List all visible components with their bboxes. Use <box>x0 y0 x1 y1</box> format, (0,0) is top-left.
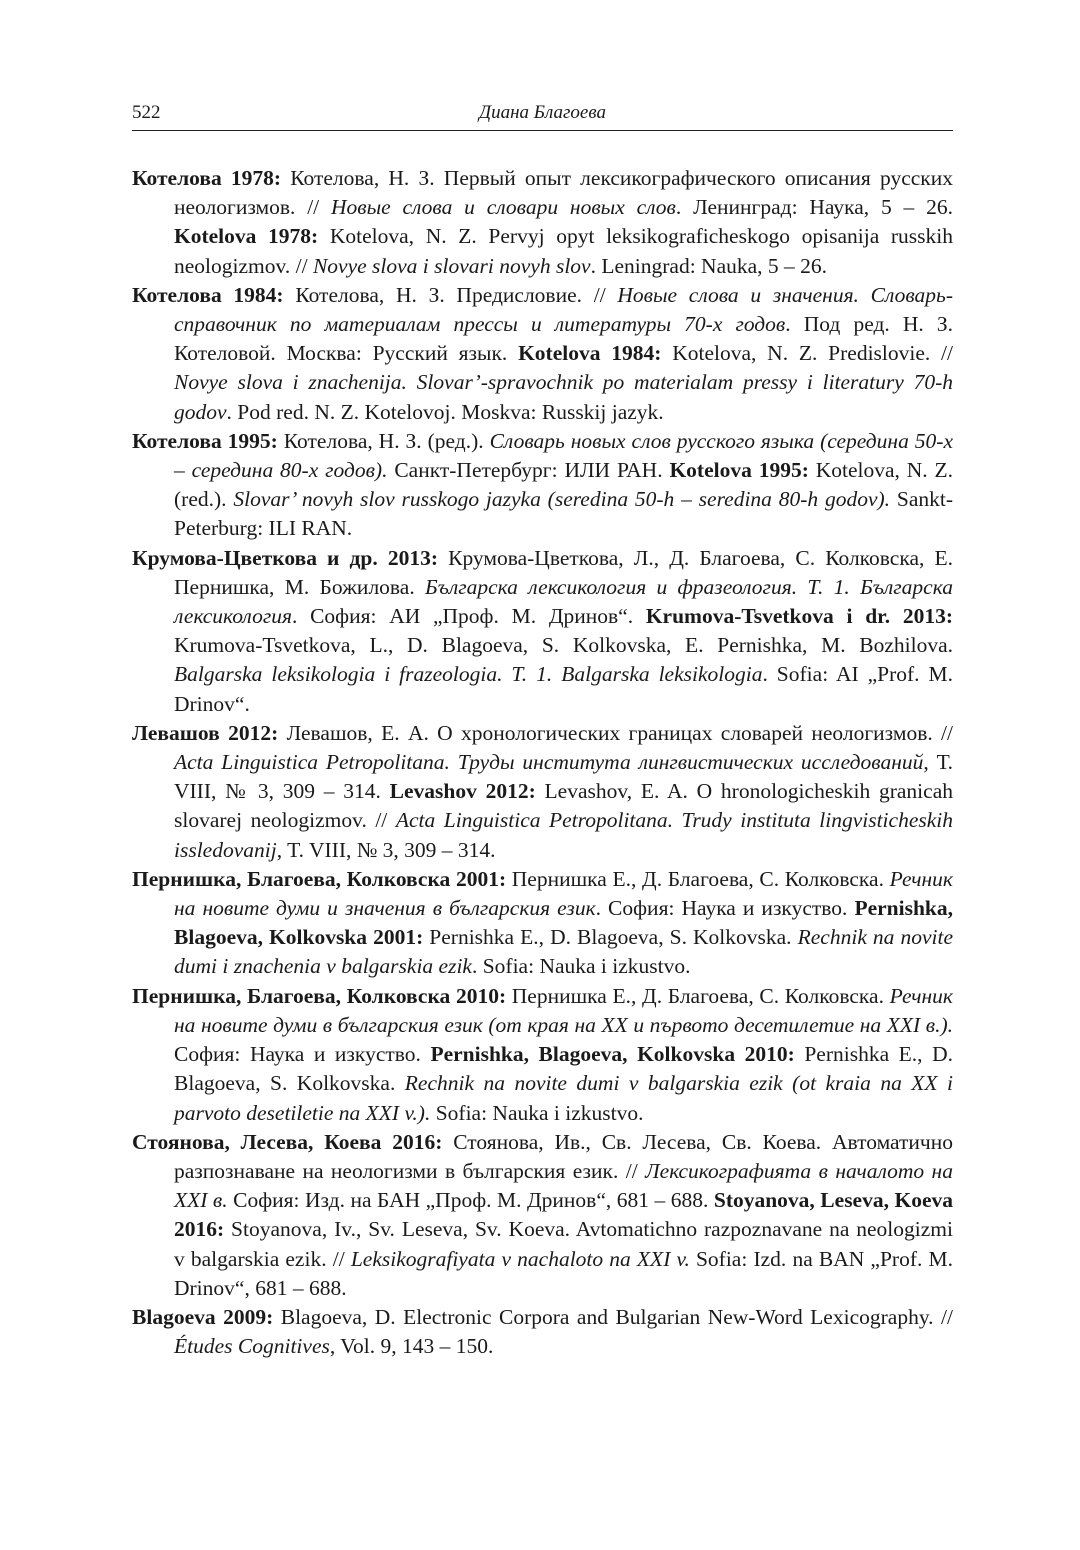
reference-text: Котелова, Н. З. (ред.). <box>277 428 490 453</box>
reference-text: Kotelova, N. Z. Pervyj opyt leksikograficheskogo opisanija russkih neologizmov. // <box>174 224 953 278</box>
reference-text: Стоянова, Ив., Св. Лесева, Св. Коева. Автоматично разпознаване на неологизми в българския език. // <box>174 1129 953 1183</box>
reference-text: Котелова, Н. З. Предисловие. // <box>283 282 618 307</box>
reference-key: Pernishka, Blagoeva, Kolkovska 2010: <box>430 1042 795 1067</box>
page-number: 522 <box>132 102 161 123</box>
reference-text: Levashov, E. A. O hronologicheskih granicah slovarej neologizmov. // <box>174 779 953 833</box>
reference-key: Kotelova 1984: <box>518 341 662 366</box>
reference-title: Речник на новите думи в българския език (от края на ХХ и първото десетилетие на XXI в.). <box>174 983 953 1037</box>
reference-text: Левашов, Е. А. О хронологических границах словарей неологизмов. // <box>278 720 953 745</box>
page-header <box>132 102 953 130</box>
reference-text: Sofia: Izd. na BAN „Prof. M. Drinov“, 681 – 688. <box>174 1246 953 1300</box>
reference-title: Словарь новых слов русского языка (середина 50-х – середина 80-х годов). <box>174 428 953 483</box>
reference-title: Rechnik na novite dumi i znachenia v balgarskia ezik <box>174 925 953 979</box>
reference-text: , Т. VIII, № 3, 309 – 314. <box>174 750 953 804</box>
reference-entry <box>132 1303 953 1361</box>
reference-title: Лексикографията в началото на XXI в. <box>174 1158 953 1213</box>
reference-title: Acta Linguistica Petropolitana. Trudy instituta lingvisticheskih issledovanij <box>174 808 953 862</box>
reference-title: Новые слова и значения. Словарь-справочник по материалам прессы и литературы 70-х годов <box>174 282 954 337</box>
reference-text: . София: Наука и изкуство. <box>595 896 855 921</box>
reference-key: Kotelova 1995: <box>669 458 809 483</box>
reference-text: Крумова-Цветкова, Л., Д. Благоева, С. Колковска, Е. Пернишка, М. Божилова. <box>174 545 953 599</box>
reference-title: Речник на новите думи и значения в българския език <box>174 866 953 921</box>
reference-text: Пернишка Е., Д. Благоева, С. Колковска. <box>506 983 890 1008</box>
reference-text: Blagoeva, D. Electronic Corpora and Bulgarian New-Word Lexicography. // <box>273 1304 953 1329</box>
reference-text: Pernishka E., D. Blagoeva, S. Kolkovska. <box>174 1042 954 1096</box>
reference-text: . Под ред. Н. З. Котеловой. Москва: Русский язык. <box>174 312 954 366</box>
reference-text: Pernishka E., D. Blagoeva, S. Kolkovska. <box>423 925 798 950</box>
reference-text: Kotelova, N. Z. (red.). <box>174 458 954 512</box>
reference-key: Blagoeva 2009: <box>132 1304 274 1329</box>
reference-text: София: Изд. на БАН „Проф. М. Дринов“, 681 – 688. <box>227 1188 714 1213</box>
reference-key: Стоянова, Лесева, Коева 2016: <box>132 1129 443 1154</box>
reference-text: Sofia: Nauka i izkustvo. <box>430 1100 644 1125</box>
reference-title: Acta Linguistica Petropolitana. Труды института лингвистических исследований <box>174 750 924 775</box>
reference-title: Leksikografiyata v nachaloto na XXI v. <box>350 1246 690 1271</box>
reference-entry <box>132 982 953 1128</box>
reference-key: Pernishka, Blagoeva, Kolkovska 2001: <box>174 896 953 950</box>
reference-entry <box>132 281 953 427</box>
reference-key: Kotelova 1978: <box>174 224 319 249</box>
reference-key: Пернишка, Благоева, Колковска 2001: <box>132 866 507 891</box>
reference-entry <box>132 544 953 719</box>
reference-text: Пернишка Е., Д. Благоева, С. Колковска. <box>506 866 890 891</box>
reference-key: Krumova-Tsvetkova i dr. 2013: <box>645 604 953 629</box>
reference-text: , Vol. 9, 143 – 150. <box>329 1334 494 1359</box>
reference-key: Котелова 1978: <box>132 166 282 190</box>
reference-title: Новые слова и словари новых слов <box>330 195 676 220</box>
reference-title: Balgarska leksikologia i frazeologia. T. 1. Balgarska leksikologia <box>174 662 763 687</box>
reference-text: . Ленинград: Наука, 5 – 26. <box>675 195 953 220</box>
reference-title: Slovar’ novyh slov russkogo jazyka (seredina 50-h – seredina 80-h godov). <box>233 487 891 512</box>
reference-text: . Pod red. N. Z. Kotelovoj. Moskva: Russkij jazyk. <box>226 399 664 424</box>
reference-key: Котелова 1984: <box>132 282 284 307</box>
reference-text: Санкт-Петербург: ИЛИ РАН. <box>387 458 670 483</box>
reference-text: . Sofia: Nauka i izkustvo. <box>471 954 691 979</box>
reference-text: Stoyanova, Iv., Sv. Leseva, Sv. Koeva. Avtomatichno razpoznavane na neologizmi v balgarskia ezik. // <box>174 1217 953 1271</box>
reference-entry <box>132 164 953 281</box>
reference-entry <box>132 427 953 544</box>
reference-text: . Sofia: AI „Prof. M. Drinov“. <box>174 662 954 716</box>
running-head: Диана Благоева <box>479 102 606 123</box>
reference-entry <box>132 865 953 982</box>
reference-key: Stoyanova, Leseva, Koeva 2016: <box>174 1188 953 1242</box>
reference-text: Krumova-Tsvetkova, L., D. Blagoeva, S. Kolkovska, E. Pernishka, M. Bozhilova. <box>174 633 953 658</box>
reference-entry <box>132 1128 953 1303</box>
reference-text: София: Наука и изкуство. <box>174 1042 431 1067</box>
reference-title: Българска лексикология и фразеология. Т. 1. Българска лексикология <box>174 574 953 629</box>
page <box>132 0 953 1550</box>
reference-title: Novye slova i znachenija. Slovar’-spravochnik po materialam pressy i literatury 70-h godov <box>174 370 953 424</box>
reference-key: Levashov 2012: <box>389 779 536 804</box>
reference-list <box>132 164 953 1361</box>
reference-key: Пернишка, Благоева, Колковска 2010: <box>132 983 507 1008</box>
reference-key: Крумова-Цветкова и др. 2013: <box>132 545 438 570</box>
reference-key: Котелова 1995: <box>132 428 278 453</box>
reference-text: Kotelova, N. Z. Predislovie. // <box>661 341 953 366</box>
reference-key: Левашов 2012: <box>132 720 279 745</box>
reference-entry <box>132 719 953 865</box>
reference-text: . София: АИ „Проф. М. Дринов“. <box>291 604 646 629</box>
reference-title: Rechnik na novite dumi v balgarskia ezik (ot kraia na XX i parvoto desetiletie na XXI v.). <box>174 1071 953 1125</box>
reference-title: Études Cognitives <box>174 1334 330 1359</box>
reference-text: Котелова, Н. З. Первый опыт лексикографического описания русских неологизмов. // <box>174 166 953 220</box>
reference-text: , T. VIII, № 3, 309 – 314. <box>276 837 496 862</box>
reference-text: Sankt-Peterburg: ILI RAN. <box>174 487 953 541</box>
reference-title: Novye slova i slovari novyh slov <box>312 253 591 278</box>
header-rule <box>132 130 953 131</box>
reference-text: . Leningrad: Nauka, 5 – 26. <box>590 253 828 278</box>
